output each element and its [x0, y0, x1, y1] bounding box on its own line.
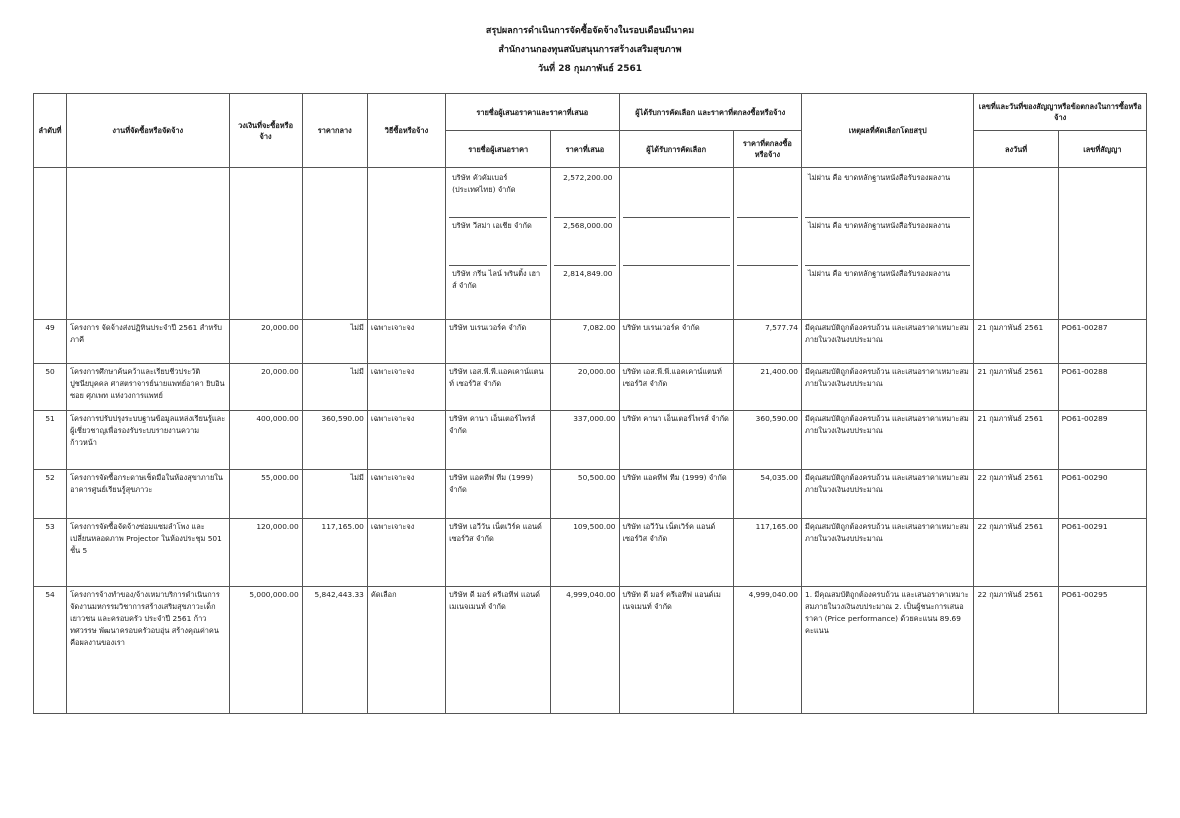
bid-price: 2,568,000.00	[554, 218, 615, 266]
cell-bid: 20,000.00	[551, 364, 619, 411]
cell-method: คัดเลือก	[367, 587, 445, 714]
cell-agreed: 21,400.00	[733, 364, 801, 411]
cell-date: 21 กุมภาพันธ์ 2561	[974, 320, 1058, 364]
col-header-bidders-group: รายชื่อผู้เสนอราคาและราคาที่เสนอ	[446, 94, 619, 131]
cell-date: 21 กุมภาพันธ์ 2561	[974, 364, 1058, 411]
col-header-bidder-name: รายชื่อผู้เสนอราคา	[446, 131, 551, 168]
cell-budget: 20,000.00	[229, 364, 302, 411]
cell-selected: บริษัท แอคทีฟ ทีม (1999) จำกัด	[619, 470, 733, 519]
cell-selected: บริษัท บเรนเวอร์ค จำกัด	[619, 320, 733, 364]
cell-job: โครงการ จัดจ้างส่งปฏิทินประจำปี 2561 สำหรับภาคี	[67, 320, 229, 364]
cell-job: โครงการจ้างทำของ/จ้างเหมาบริการดำเนินการจัดงานมหกรรมวิชาการสร้างเสริมสุขภาวะเด็ก เยาวชน และครอบครัว ประจำปี 2561 ก้าวทศวรรษ พัฒนาครอบครัวอบอุ่น สร้างคุณค่าคน คือผลงานของเรา	[67, 587, 229, 714]
col-header-agreed-price: ราคาที่ตกลงซื้อหรือจ้าง	[733, 131, 801, 168]
table-row	[34, 519, 1147, 587]
cell-bid: 50,500.00	[551, 470, 619, 519]
cell-bidder: บริษัท แอคทีฟ ทีม (1999) จำกัด	[446, 470, 551, 519]
bidder-name: บริษัท คัวคัมเบอร์ (ประเทศไทย) จำกัด	[449, 170, 547, 218]
cell-bid-prices	[551, 168, 619, 320]
cell-agreed: 117,165.00	[733, 519, 801, 587]
cell-seq: 50	[34, 364, 67, 411]
bid-price: 2,572,200.00	[554, 170, 615, 218]
cell-median: 5,842,443.33	[302, 587, 367, 714]
cell-seq: 49	[34, 320, 67, 364]
table-row	[34, 470, 1147, 519]
cell-selected: บริษัท เอส.พี.พี.แอคเคาน์แตนท์ เซอร์วิส จำกัด	[619, 364, 733, 411]
cell-job: โครงการจัดซื้อจัดจ้างซ่อมแซมลำโพง และเปลี่ยนหลอดภาพ Projector ในห้องประชุม 501 ชั้น 5	[67, 519, 229, 587]
cell-date: 22 กุมภาพันธ์ 2561	[974, 587, 1058, 714]
cell-date: 22 กุมภาพันธ์ 2561	[974, 519, 1058, 587]
cell-reasons	[802, 168, 974, 320]
cell-seq: 52	[34, 470, 67, 519]
procurement-table	[33, 93, 1147, 714]
cell-reason: 1. มีคุณสมบัติถูกต้องครบถ้วน และเสนอราคาเหมาะสมภายในวงเงินงบประมาณ 2. เป็นผู้ชนะการเสนอราคา (Price performance) ด้วยคะแนน 89.69 คะแนน	[802, 587, 974, 714]
document-header	[0, 22, 1180, 79]
col-header-contract-group: เลขที่และวันที่ของสัญญาหรือข้อตกลงในการซื้อหรือจ้าง	[974, 94, 1147, 131]
col-header-selected-name: ผู้ได้รับการคัดเลือก	[619, 131, 733, 168]
cell-bid: 4,999,040.00	[551, 587, 619, 714]
cell-agreed: 4,999,040.00	[733, 587, 801, 714]
cell-agreed	[733, 168, 801, 320]
bidder-name: บริษัท วีสม่า เอเชีย จำกัด	[449, 218, 547, 266]
document-title: สรุปผลการดำเนินการจัดซื้อจัดจ้างในรอบเดือนมีนาคม	[485, 26, 695, 36]
cell-bidder: บริษัท บเรนเวอร์ค จำกัด	[446, 320, 551, 364]
cell-method: เฉพาะเจาะจง	[367, 470, 445, 519]
cell-bid: 109,500.00	[551, 519, 619, 587]
cell-method	[367, 168, 445, 320]
cell-selected	[619, 168, 733, 320]
col-header-selected-group: ผู้ได้รับการคัดเลือก และราคาที่ตกลงซื้อหรือจ้าง	[619, 94, 801, 131]
table-row	[34, 320, 1147, 364]
col-header-contract-no: เลขที่สัญญา	[1058, 131, 1146, 168]
col-header-budget: วงเงินที่จะซื้อหรือจ้าง	[229, 94, 302, 168]
cell-selected: บริษัท เอวีวัน เน็ตเวิร์ค แอนด์ เซอร์วิส จำกัด	[619, 519, 733, 587]
cell-median: 360,590.00	[302, 411, 367, 470]
cell-selected: บริษัท ดี มอร์ ครีเอทีฟ แอนด์เมเนจเมนท์ จำกัด	[619, 587, 733, 714]
cell-contract: PO61-00287	[1058, 320, 1146, 364]
cell-median	[302, 168, 367, 320]
cell-contract: PO61-00288	[1058, 364, 1146, 411]
cell-date	[974, 168, 1058, 320]
cell-bidder: บริษัท เอวีวัน เน็ตเวิร์ค แอนด์ เซอร์วิส จำกัด	[446, 519, 551, 587]
col-header-seq: ลำดับที่	[34, 94, 67, 168]
bidder-name: บริษัท กรีน ไลน์ พรินติ้ง เฮาส์ จำกัด	[452, 269, 541, 290]
reason-text: ไม่ผ่าน คือ ขาดหลักฐานหนังสือรับรองผลงาน	[805, 170, 970, 218]
table-row-continuation	[34, 168, 1147, 320]
cell-method: เฉพาะเจาะจง	[367, 519, 445, 587]
cell-bid: 337,000.00	[551, 411, 619, 470]
cell-seq: 51	[34, 411, 67, 470]
cell-job: โครงการจัดซื้อกระดาษเช็ดมือในห้องสุขาภายในอาคารศูนย์เรียนรู้สุขภาวะ	[67, 470, 229, 519]
col-header-bid-price: ราคาที่เสนอ	[551, 131, 619, 168]
document-date: วันที่ 28 กุมภาพันธ์ 2561	[537, 64, 643, 74]
cell-reason: มีคุณสมบัติถูกต้องครบถ้วน และเสนอราคาเหมาะสมภายในวงเงินงบประมาณ	[802, 364, 974, 411]
cell-bidder: บริษัท เอส.พี.พี.แอคเคาน์แตนท์ เซอร์วิส จำกัด	[446, 364, 551, 411]
cell-job: โครงการปรับปรุงระบบฐานข้อมูลแหล่งเรียนรู้และผู้เชี่ยวชาญเพื่อรองรับระบบรายงานความก้าวหน้า	[67, 411, 229, 470]
cell-selected: บริษัท คานา เอ็นเตอร์ไพรส์ จำกัด	[619, 411, 733, 470]
cell-budget: 20,000.00	[229, 320, 302, 364]
cell-seq: 54	[34, 587, 67, 714]
bid-price: 2,814,849.00	[563, 269, 613, 278]
cell-seq: 53	[34, 519, 67, 587]
cell-reason: มีคุณสมบัติถูกต้องครบถ้วน และเสนอราคาเหมาะสมภายในวงเงินงบประมาณ	[802, 519, 974, 587]
cell-contract: PO61-00289	[1058, 411, 1146, 470]
cell-budget: 120,000.00	[229, 519, 302, 587]
cell-median: ไม่มี	[302, 320, 367, 364]
cell-contract: PO61-00295	[1058, 587, 1146, 714]
cell-bidder: บริษัท คานา เอ็นเตอร์ไพรส์ จำกัด	[446, 411, 551, 470]
reason-text: ไม่ผ่าน คือ ขาดหลักฐานหนังสือรับรองผลงาน	[808, 269, 951, 278]
col-header-job: งานที่จัดซื้อหรือจัดจ้าง	[67, 94, 229, 168]
cell-reason: มีคุณสมบัติถูกต้องครบถ้วน และเสนอราคาเหมาะสมภายในวงเงินงบประมาณ	[802, 470, 974, 519]
cell-contract: PO61-00291	[1058, 519, 1146, 587]
cell-date: 22 กุมภาพันธ์ 2561	[974, 470, 1058, 519]
table-row	[34, 411, 1147, 470]
cell-job: โครงการศึกษาค้นคว้าและเรียบชีวประวัติปูชนียบุคคล ศาสตราจารย์นายแพทย์อาคา ยิบอินซอย ศุภเพท แห่งวงการแพทย์	[67, 364, 229, 411]
cell-reason: มีคุณสมบัติถูกต้องครบถ้วน และเสนอราคาเหมาะสมภายในวงเงินงบประมาณ	[802, 411, 974, 470]
cell-median: ไม่มี	[302, 470, 367, 519]
reason-text: ไม่ผ่าน คือ ขาดหลักฐานหนังสือรับรองผลงาน	[805, 218, 970, 266]
cell-method: เฉพาะเจาะจง	[367, 364, 445, 411]
cell-method: เฉพาะเจาะจง	[367, 411, 445, 470]
col-header-method: วิธีซื้อหรือจ้าง	[367, 94, 445, 168]
cell-budget: 400,000.00	[229, 411, 302, 470]
cell-budget	[229, 168, 302, 320]
cell-date: 21 กุมภาพันธ์ 2561	[974, 411, 1058, 470]
cell-median: 117,165.00	[302, 519, 367, 587]
cell-contract	[1058, 168, 1146, 320]
table-row	[34, 364, 1147, 411]
cell-bid: 7,082.00	[551, 320, 619, 364]
cell-budget: 5,000,000.00	[229, 587, 302, 714]
cell-method: เฉพาะเจาะจง	[367, 320, 445, 364]
cell-job	[67, 168, 229, 320]
cell-median: ไม่มี	[302, 364, 367, 411]
cell-bidders	[446, 168, 551, 320]
col-header-median: ราคากลาง	[302, 94, 367, 168]
cell-budget: 55,000.00	[229, 470, 302, 519]
cell-agreed: 54,035.00	[733, 470, 801, 519]
cell-bidder: บริษัท ดี มอร์ ครีเอทีฟ แอนด์เมเนจเมนท์ จำกัด	[446, 587, 551, 714]
agency-name: สำนักงานกองทุนสนับสนุนการสร้างเสริมสุขภาพ	[498, 45, 682, 55]
cell-agreed: 7,577.74	[733, 320, 801, 364]
cell-agreed: 360,590.00	[733, 411, 801, 470]
cell-seq	[34, 168, 67, 320]
cell-contract: PO61-00290	[1058, 470, 1146, 519]
col-header-reason: เหตุผลที่คัดเลือกโดยสรุป	[802, 94, 974, 168]
cell-reason: มีคุณสมบัติถูกต้องครบถ้วน และเสนอราคาเหมาะสมภายในวงเงินงบประมาณ	[802, 320, 974, 364]
table-row	[34, 587, 1147, 714]
col-header-date: ลงวันที่	[974, 131, 1058, 168]
